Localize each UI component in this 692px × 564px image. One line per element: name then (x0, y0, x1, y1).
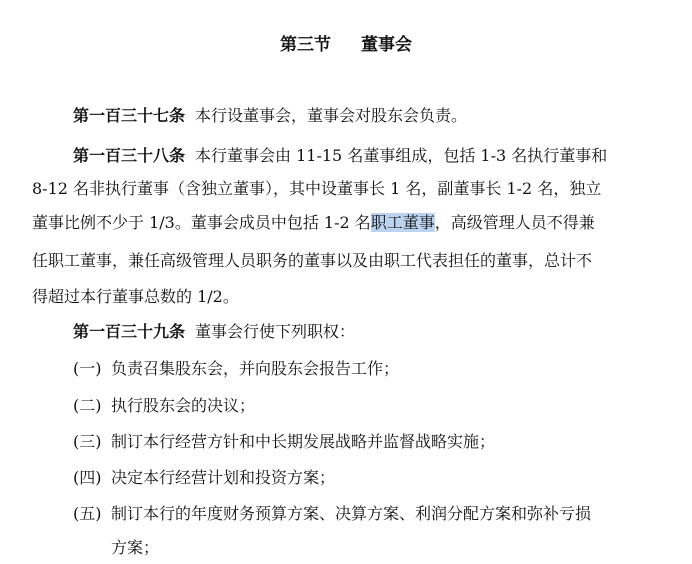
section-heading (0, 33, 692, 57)
article-138-line-3 (32, 211, 664, 235)
item-number: (四) (73, 468, 102, 487)
article-137 (73, 104, 692, 128)
item-text: 制订本行的年度财务预算方案、决算方案、利润分配方案和弥补亏损 (111, 504, 592, 523)
article-text: 任职工董事，兼任高级管理人员职务的董事以及由职工代表担任的董事，总计不 (32, 251, 593, 270)
item-number: (五) (73, 504, 102, 523)
item-text: 决定本行经营计划和投资方案； (111, 468, 336, 487)
item-number: (三) (73, 432, 102, 451)
article-text: 8-12 名非执行董事（含独立董事），其中设董事长 1 名，副董事长 1-2 名，独立 (32, 179, 602, 198)
article-138-line-4 (32, 249, 664, 273)
article-text: 董事会行使下列职权： (195, 322, 356, 341)
list-item (73, 430, 663, 454)
list-item (73, 502, 663, 526)
article-138-line-1 (73, 144, 692, 168)
list-item (73, 466, 663, 490)
article-label: 第一百三十九条 (73, 322, 186, 341)
article-text: 得超过本行董事总数的 1/2。 (32, 287, 239, 306)
article-text: 本行董事会由 11-15 名董事组成，包括 1-3 名执行董事和 (195, 146, 608, 165)
article-text: 本行设董事会，董事会对股东会负责。 (195, 106, 468, 125)
selected-text-highlight[interactable]: 职工董事 (370, 213, 435, 232)
article-label: 第一百三十七条 (73, 106, 186, 125)
section-name: 董事会 (361, 35, 412, 55)
list-item (73, 357, 663, 381)
list-item (73, 394, 663, 418)
item-number: (二) (73, 396, 102, 415)
item-text: 执行股东会的决议； (111, 396, 256, 415)
section-number: 第三节 (280, 35, 331, 55)
article-138-line-5 (32, 285, 664, 309)
article-139 (73, 320, 692, 344)
article-138-line-2 (32, 177, 664, 201)
list-item-continuation: 方案； (111, 538, 160, 557)
article-text: ，高级管理人员不得兼 (434, 213, 595, 232)
article-label: 第一百三十八条 (73, 146, 186, 165)
item-number: (一) (73, 359, 102, 378)
item-text: 负责召集股东会，并向股东会报告工作； (111, 359, 400, 378)
article-text: 董事比例不少于 1/3。董事会成员中包括 1-2 名 (32, 213, 371, 232)
item-text: 制订本行经营方针和中长期发展战略并监督战略实施； (111, 432, 496, 451)
